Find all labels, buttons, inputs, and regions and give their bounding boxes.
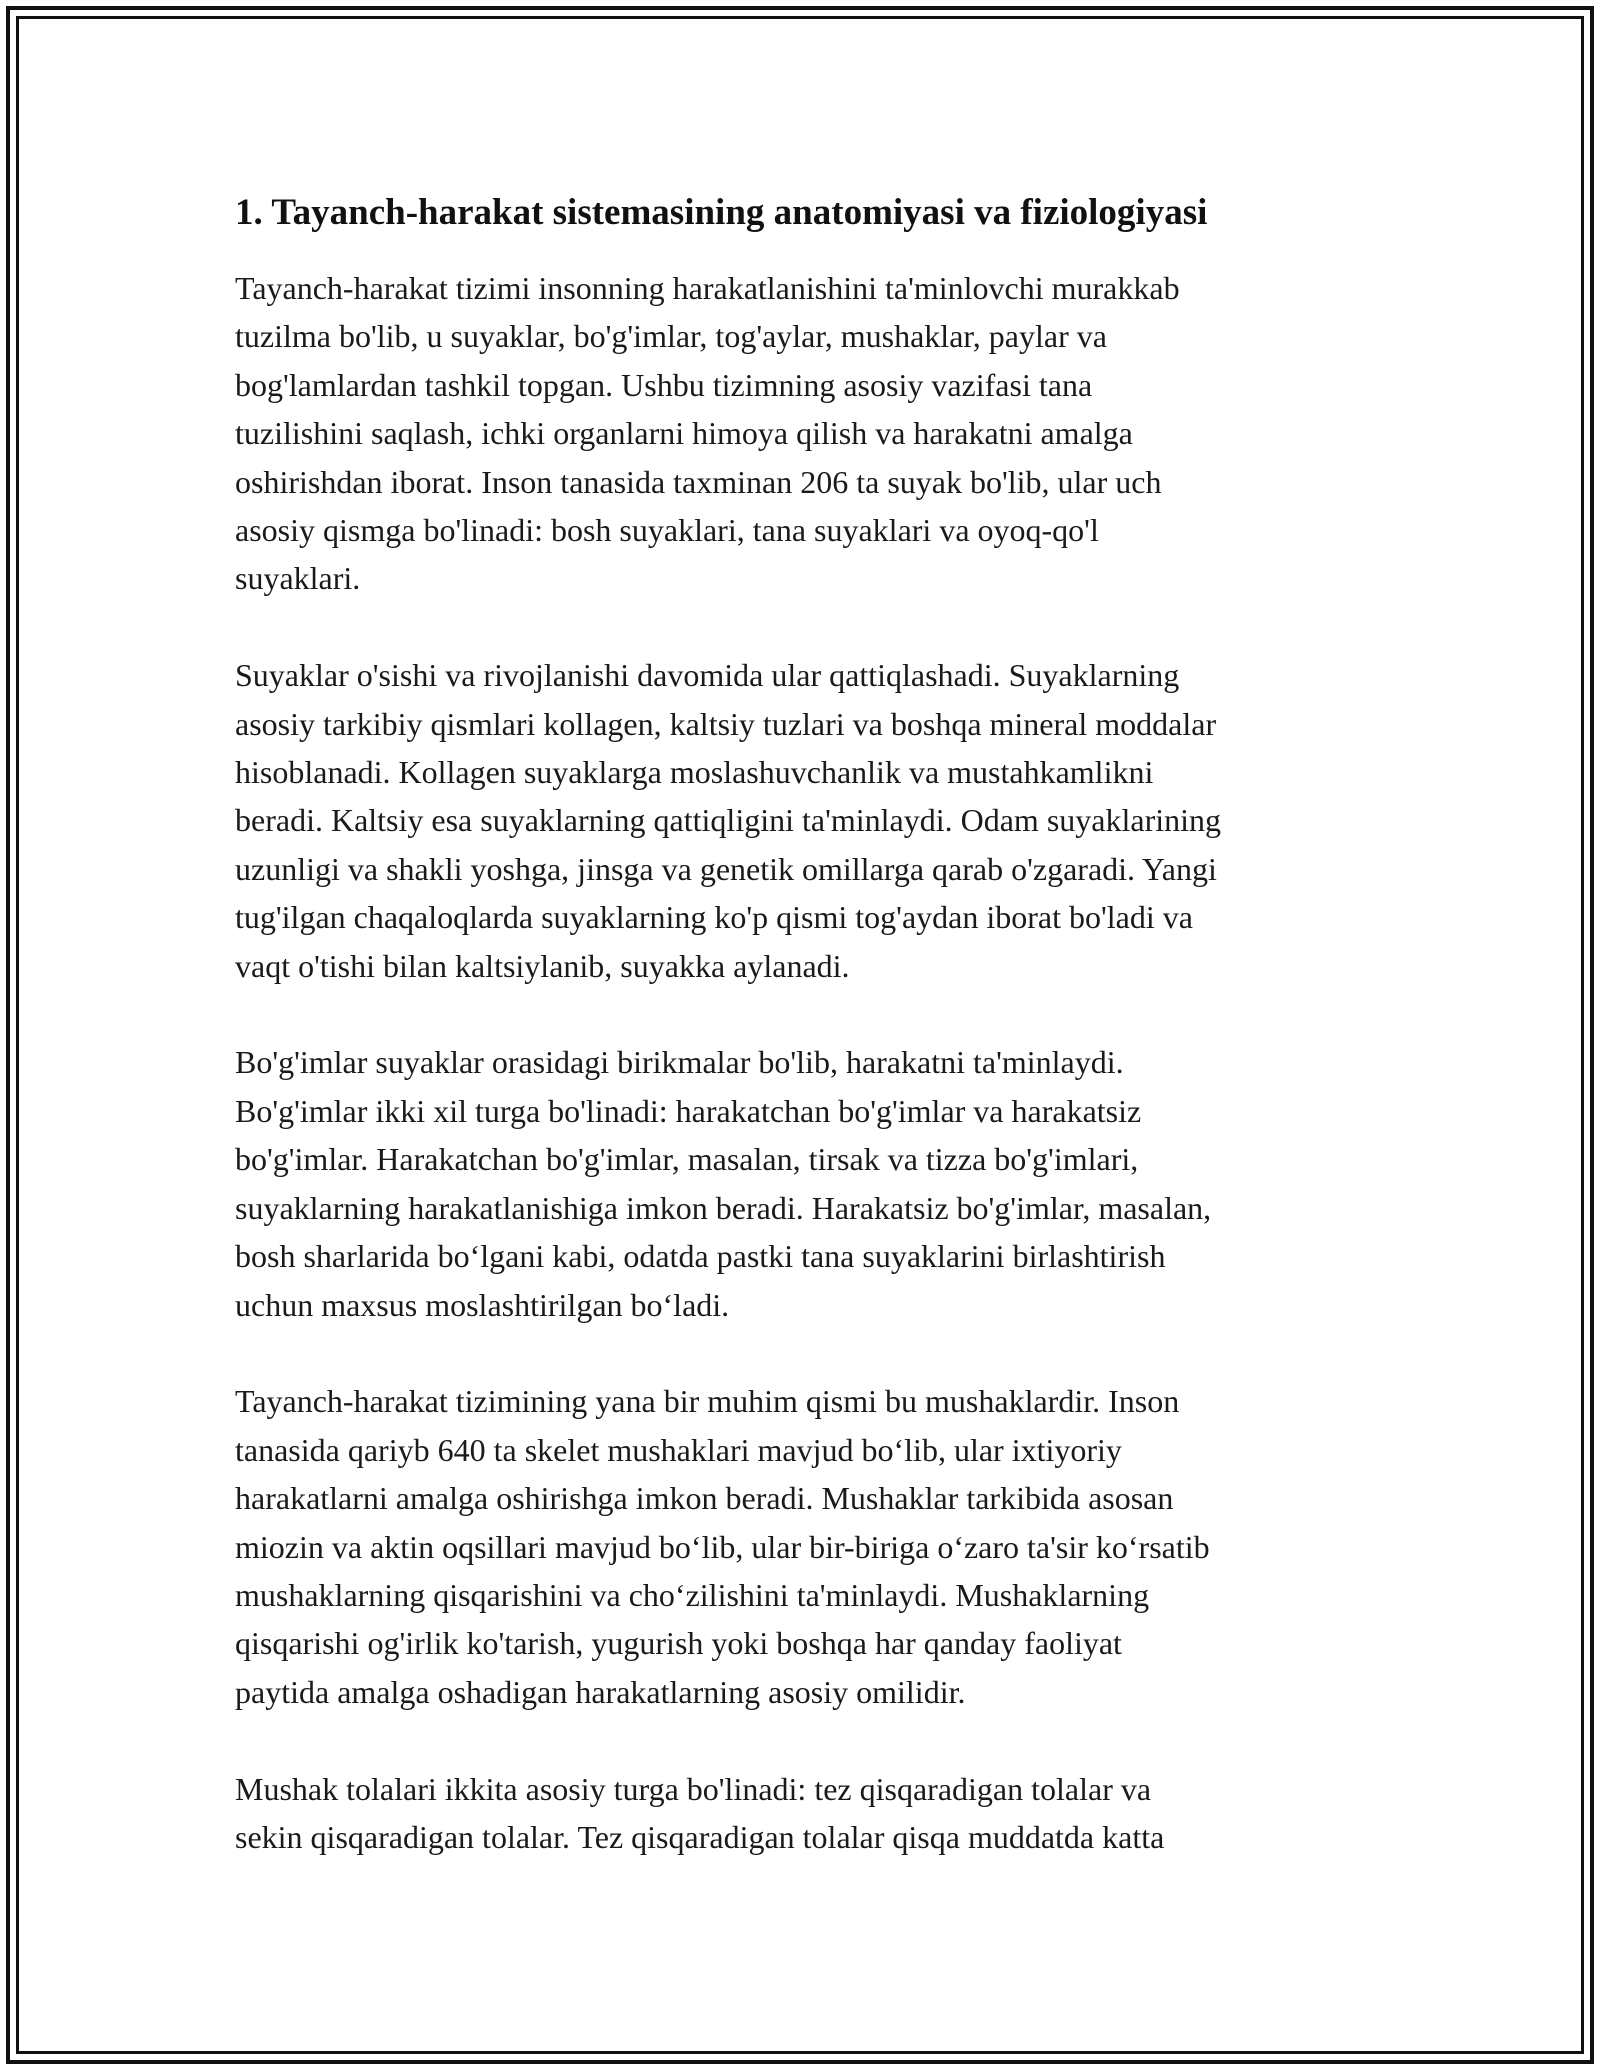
paragraph-line: oshirishdan iborat. Inson tanasida taxminan 206 ta suyak bo'lib, ular uch (235, 463, 1162, 500)
paragraph-line: sekin qisqaradigan tolalar. Tez qisqaradigan tolalar qisqa muddatda katta (235, 1818, 1165, 1855)
paragraph-line: uzunligi va shakli yoshga, jinsga va genetik omillarga qarab o'zgaradi. Yangi (235, 850, 1217, 887)
paragraph-line: suyaklari. (235, 560, 361, 597)
paragraph-line: Tayanch-harakat tizimining yana bir muhim qismi bu mushaklardir. Inson (235, 1383, 1180, 1420)
paragraph-line: Tayanch-harakat tizimi insonning harakatlanishini ta'minlovchi murakkab (235, 270, 1180, 306)
paragraph-line: tug'ilgan chaqaloqlarda suyaklarning ko'p qismi tog'aydan iborat bo'ladi va (235, 899, 1193, 936)
paragraph-line: Bo'g'imlar suyaklar orasidagi birikmalar bo'lib, harakatni ta'minlaydi. (235, 1044, 1124, 1081)
paragraph (235, 1377, 1375, 1716)
paragraph-line: paytida amalga oshadigan harakatlarning asosiy omilidir. (235, 1673, 966, 1710)
paragraph-line: Suyaklar o'sishi va rivojlanishi davomida ular qattiqlashadi. Suyaklarning (235, 657, 1180, 694)
paragraph-line: miozin va aktin oqsillari mavjud bo‘lib, ular bir-biriga o‘zaro ta'sir ko‘rsatib (235, 1528, 1210, 1565)
paragraph-line: hisoblanadi. Kollagen suyaklarga moslashuvchanlik va mustahkamlikni (235, 754, 1154, 791)
paragraph-line: vaqt o'tishi bilan kaltsiylanib, suyakka aylanadi. (235, 947, 850, 984)
paragraph-line: qisqarishi og'irlik ko'tarish, yugurish yoki boshqa har qanday faoliyat (235, 1625, 1122, 1662)
paragraph-line: Mushak tolalari ikkita asosiy turga bo'linadi: tez qisqaradigan tolalar va (235, 1770, 1152, 1807)
paragraph-line: tuzilma bo'lib, u suyaklar, bo'g'imlar, tog'aylar, mushaklar, paylar va (235, 318, 1107, 355)
paragraph-line: tanasida qariyb 640 ta skelet mushaklari mavjud bo‘lib, ular ixtiyoriy (235, 1431, 1122, 1468)
paragraph-line: bog'lamlardan tashkil topgan. Ushbu tizimning asosiy vazifasi tana (235, 366, 1093, 403)
paragraph (235, 651, 1375, 990)
paragraph (235, 264, 1375, 603)
paragraph-list (235, 264, 1375, 1861)
paragraph (235, 1765, 1375, 1862)
paragraph-line: uchun maxsus moslashtirilgan bo‘ladi. (235, 1286, 730, 1323)
paragraph-line: asosiy qismga bo'linadi: bosh suyaklari, tana suyaklari va oyoq-qo'l (235, 512, 1099, 549)
document-title: 1. Tayanch-harakat sistemasining anatomiyasi va fiziologiyasi (235, 192, 1208, 233)
paragraph-line: bo'g'imlar. Harakatchan bo'g'imlar, masalan, tirsak va tizza bo'g'imlari, (235, 1141, 1139, 1178)
paragraph-line: suyaklarning harakatlanishiga imkon beradi. Harakatsiz bo'g'imlar, masalan, (235, 1189, 1212, 1226)
paragraph-line: bosh sharlarida bo‘lgani kabi, odatda pastki tana suyaklarini birlashtirish (235, 1238, 1166, 1275)
paragraph-line: beradi. Kaltsiy esa suyaklarning qattiqligini ta'minlaydi. Odam suyaklarining (235, 802, 1221, 839)
paragraph-line: asosiy tarkibiy qismlari kollagen, kaltsiy tuzlari va boshqa mineral moddalar (235, 705, 1217, 742)
paragraph-line: Bo'g'imlar ikki xil turga bo'linadi: harakatchan bo'g'imlar va harakatsiz (235, 1092, 1142, 1129)
document-body (235, 186, 1375, 1910)
paragraph-line: tuzilishini saqlash, ichki organlarni himoya qilish va harakatni amalga (235, 415, 1133, 452)
paragraph-line: harakatlarni amalga oshirishga imkon beradi. Mushaklar tarkibida asosan (235, 1480, 1174, 1517)
paragraph (235, 1038, 1375, 1328)
paragraph-line: mushaklarning qisqarishini va cho‘zilishini ta'minlaydi. Mushaklarning (235, 1576, 1150, 1613)
